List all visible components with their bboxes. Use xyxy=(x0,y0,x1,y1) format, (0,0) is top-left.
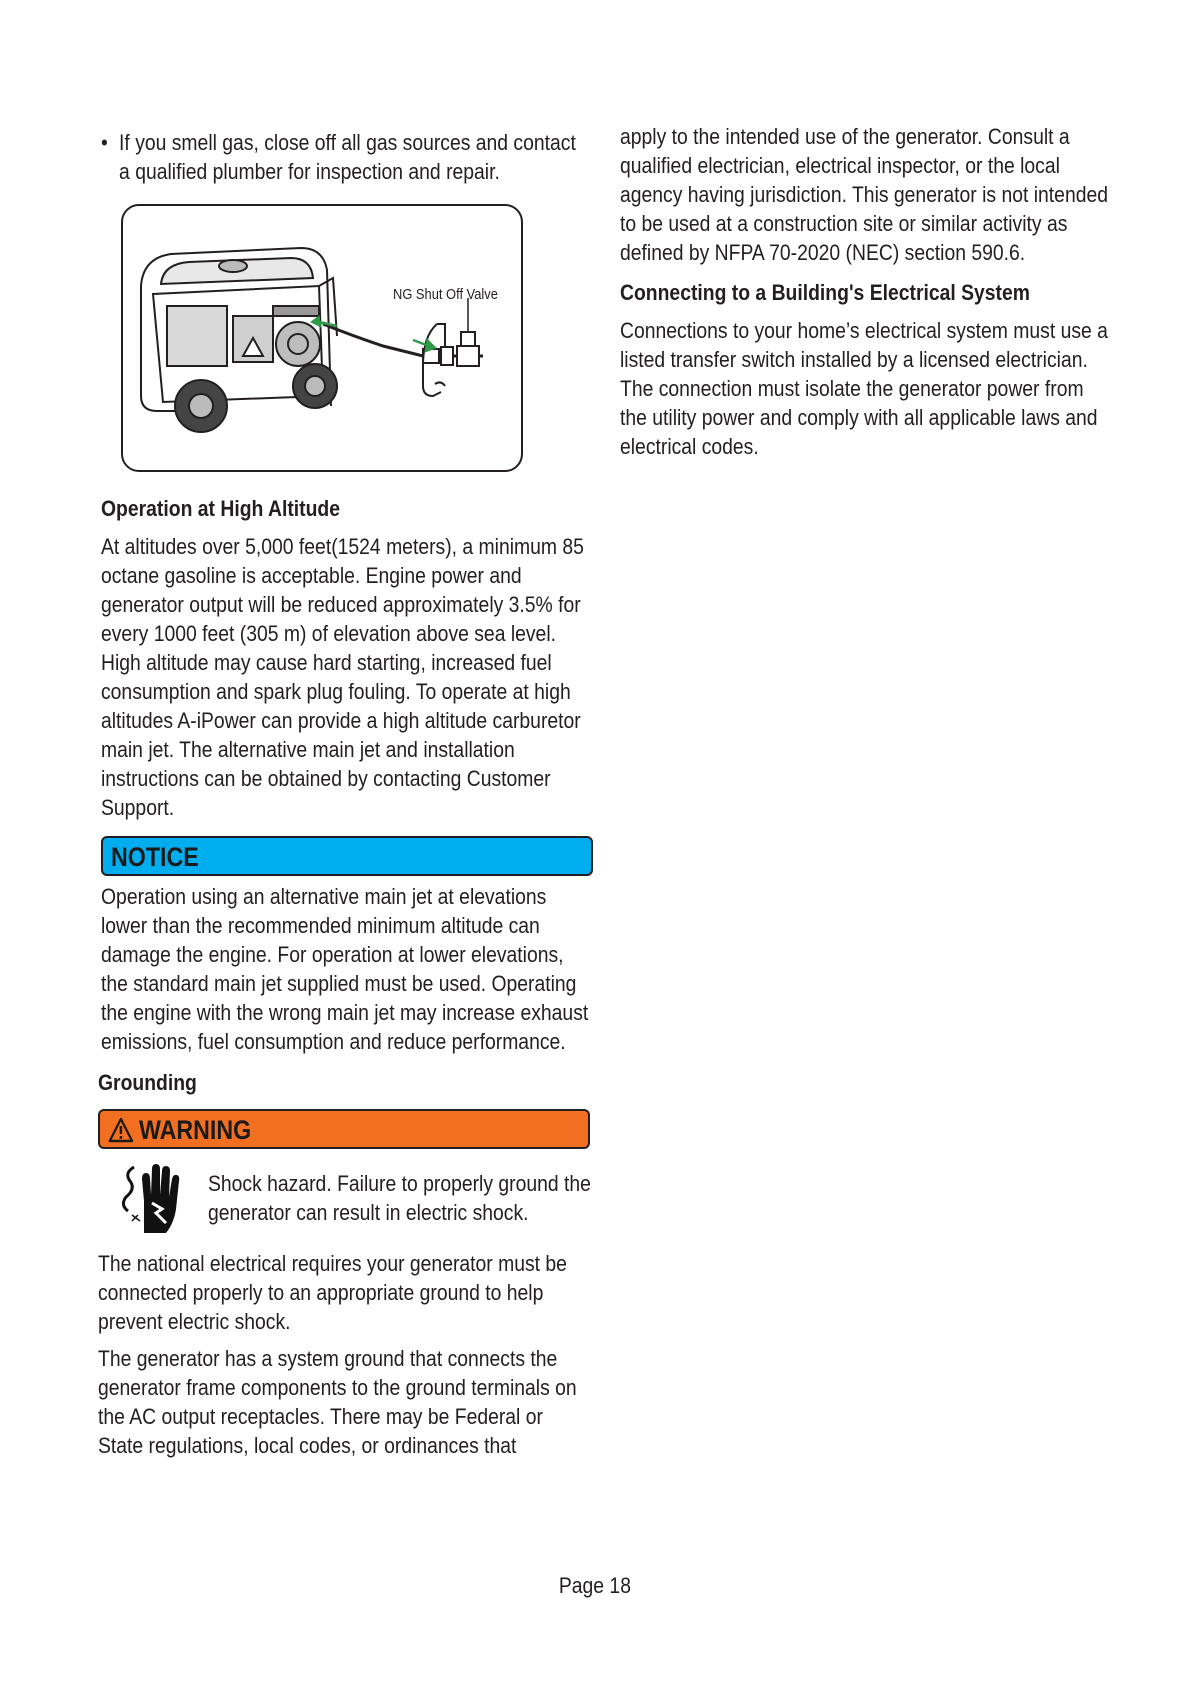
generator-valve-figure xyxy=(121,204,523,472)
notice-banner xyxy=(101,836,593,876)
altitude-text: At altitudes over 5,000 feet(1524 meters), a minimum 85 octane gasoline is acceptable. Engine power and generator output will be reduced approximately 3.5% for every 1000 feet (305 m) of elevation above sea level. High altitude may cause hard starting, increased fuel consumption and spark plug fouling. To operate at high altitudes A-iPower can provide a high altitude carburetor main jet. The alternative main jet and installation instructions can be obtained by contacting Customer Support. xyxy=(101,534,584,820)
shock-hazard-hand-icon xyxy=(118,1161,188,1237)
notice-label: NOTICE xyxy=(111,842,199,872)
warning-triangle-icon xyxy=(108,1117,134,1143)
altitude-heading: Operation at High Altitude xyxy=(101,496,341,521)
left-column xyxy=(98,128,591,1460)
grounding-text-1: The national electrical requires your generator must be connected properly to an appropriate ground to help prevent electric shock. xyxy=(98,1251,567,1334)
right-column xyxy=(620,122,1110,461)
gas-bullet xyxy=(101,128,590,186)
building-text: Connections to your home’s electrical system must use a listed transfer switch installed by a licensed electrician. The connection must isolate the generator power from the utility power and comply with all applicable laws and electrical codes. xyxy=(620,318,1108,459)
grounding-heading: Grounding xyxy=(98,1070,197,1095)
page-number xyxy=(0,1573,1190,1599)
page-number-text: Page 18 xyxy=(558,1573,632,1598)
warning-banner xyxy=(98,1109,590,1149)
building-heading: Connecting to a Building's Electrical System xyxy=(620,280,1030,305)
warning-label: WARNING xyxy=(138,1115,252,1145)
bullet-dot: • xyxy=(101,130,108,155)
shock-hazard-row xyxy=(98,1161,591,1241)
notice-text: Operation using an alternative main jet at elevations lower than the recommended minimum altitude can damage the engine. For operation at lower elevations, the standard main jet supplied must be used. Operating the engine with the wrong main jet may increase exhaust emissions, fuel consumption and reduce performance. xyxy=(101,884,589,1054)
gas-bullet-text: If you smell gas, close off all gas sources and contact a qualified plumber for inspection and repair. xyxy=(119,130,576,184)
generator-illustration xyxy=(123,206,523,472)
grounding-text-2: The generator has a system ground that connects the generator frame components to the ground terminals on the AC output receptacles. There may be Federal or State regulations, local codes, or ordinances that xyxy=(98,1346,577,1458)
figure-label: NG Shut Off Valve xyxy=(393,286,498,303)
shock-text: Shock hazard. Failure to properly ground the generator can result in electric shock. xyxy=(208,1171,591,1225)
continued-text: apply to the intended use of the generator. Consult a qualified electrician, electrical inspector, or the local agency having jurisdiction. This generator is not intended to be used at a construction site or similar activity as defined by NFPA 70-2020 (NEC) section 590.6. xyxy=(620,124,1108,265)
